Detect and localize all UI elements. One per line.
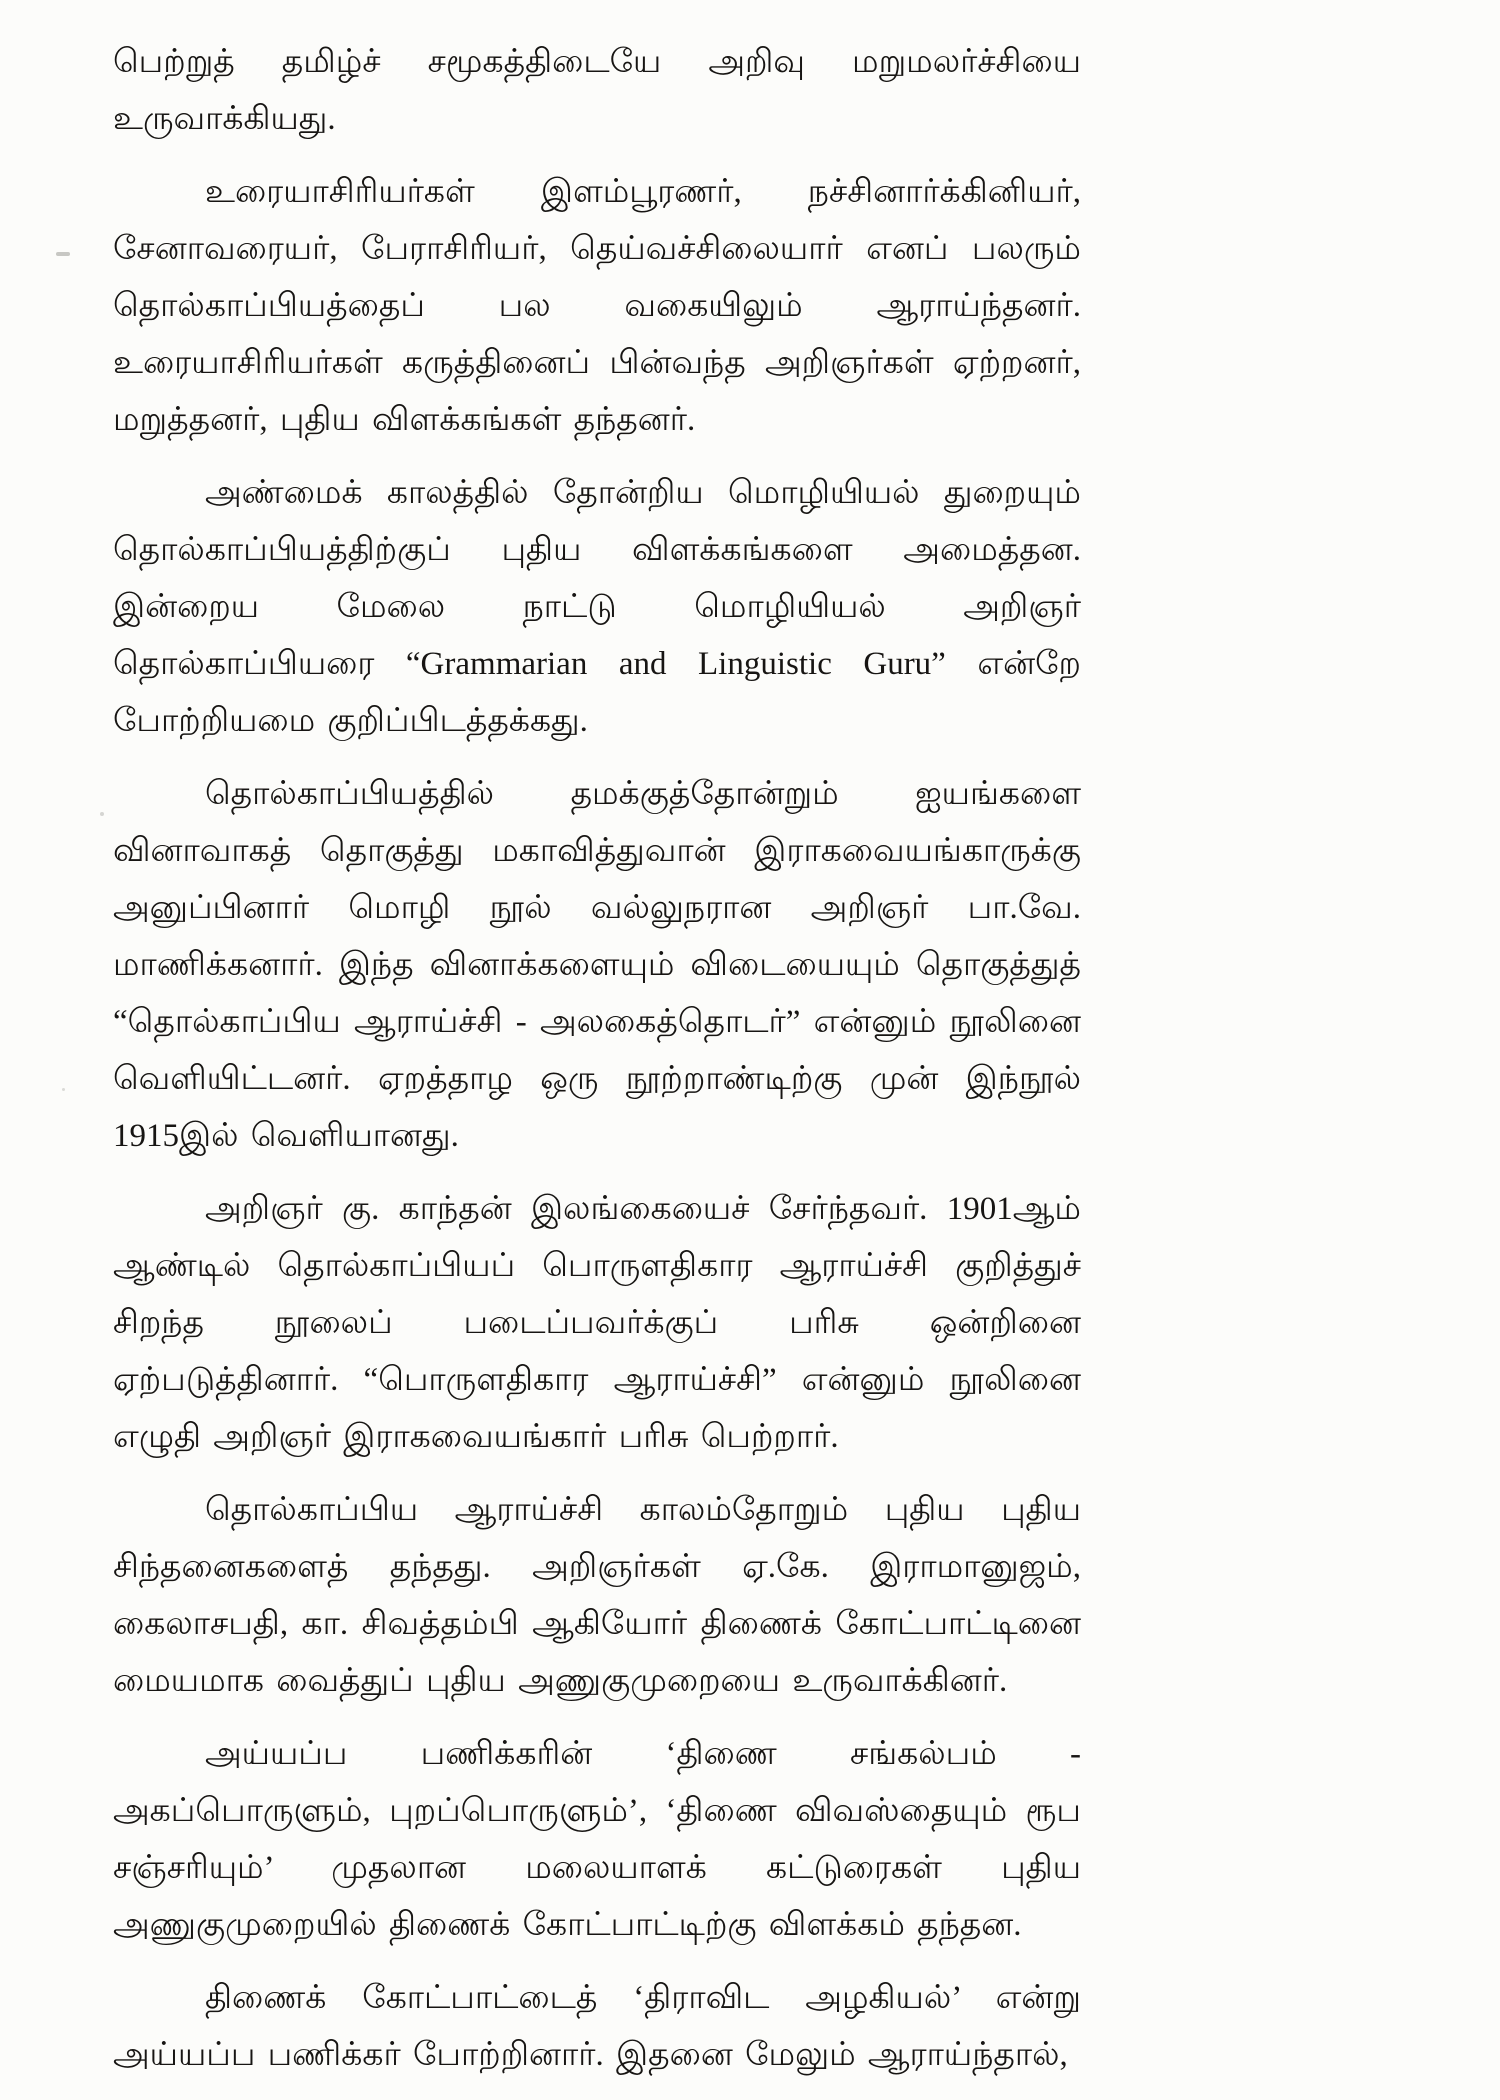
paragraph: தொல்காப்பியத்தில் தமக்குத்தோன்றும் ஐயங்களை வினாவாகத் தொகுத்து மகாவித்துவான் இராகவையங்காருக்கு அனுப்பினார் மொழி நூல் வல்லுநரான அறிஞர் பா.வே. மாணிக்கனார். இந்த வினாக்களையும் விடையையும் தொகுத்துத் “தொல்காப்பிய ஆராய்ச்சி - அலகைத்தொடர்” என்னும் நூலினை வெளியிட்டனர். ஏறத்தாழ ஒரு நூற்றாண்டிற்கு முன் இந்நூல் 1915இல் வெளியானது. — [113, 776, 1081, 1154]
paragraph: அய்யப்ப பணிக்கரின் ‘திணை சங்கல்பம் - அகப்பொருளும், புறப்பொருளும்’, ‘திணை விவஸ்தையும் ரூப சஞ்சரியும்’ முதலான மலையாளக் கட்டுரைகள் புதிய அணுகுமுறையில் திணைக் கோட்பாட்டிற்கு விளக்கம் தந்தன. — [113, 1736, 1081, 1943]
scan-artifact-speck — [62, 1088, 65, 1091]
paragraph-continuation: பெற்றுத் தமிழ்ச் சமூகத்திடையே அறிவு மறுமலர்ச்சியை உருவாக்கியது. — [113, 44, 1081, 137]
body-text-block — [113, 34, 1081, 2100]
scan-artifact-speck — [100, 812, 104, 816]
paragraph: உரையாசிரியர்கள் இளம்பூரணர், நச்சினார்க்கினியர், சேனாவரையர், பேராசிரியர், தெய்வச்சிலையார் எனப் பலரும் தொல்காப்பியத்தைப் பல வகையிலும் ஆராய்ந்தனர். உரையாசிரியர்கள் கருத்தினைப் பின்வந்த அறிஞர்கள் ஏற்றனர், மறுத்தனர், புதிய விளக்கங்கள் தந்தனர். — [113, 174, 1081, 438]
paragraph: அண்மைக் காலத்தில் தோன்றிய மொழியியல் துறையும் தொல்காப்பியத்திற்குப் புதிய விளக்கங்களை அமைத்தன. இன்றைய மேலை நாட்டு மொழியியல் அறிஞர் தொல்காப்பியரை “Grammarian and Linguistic Guru” என்றே போற்றியமை குறிப்பிடத்தக்கது. — [113, 475, 1081, 739]
paragraph: திணைக் கோட்பாட்டைத் ‘திராவிட அழகியல்’ என்று அய்யப்ப பணிக்கர் போற்றினார். இதனை மேலும் ஆராய்ந்தால், — [113, 1980, 1081, 2073]
paragraph: தொல்காப்பிய ஆராய்ச்சி காலம்தோறும் புதிய புதிய சிந்தனைகளைத் தந்தது. அறிஞர்கள் ஏ.கே. இராமானுஜம், கைலாசபதி, கா. சிவத்தம்பி ஆகியோர் திணைக் கோட்பாட்டினை மையமாக வைத்துப் புதிய அணுகுமுறையை உருவாக்கினர். — [113, 1492, 1081, 1699]
paragraph: அறிஞர் கு. காந்தன் இலங்கையைச் சேர்ந்தவர். 1901ஆம் ஆண்டில் தொல்காப்பியப் பொருளதிகார ஆராய்ச்சி குறித்துச் சிறந்த நூலைப் படைப்பவர்க்குப் பரிசு ஒன்றினை ஏற்படுத்தினார். “பொருளதிகார ஆராய்ச்சி” என்னும் நூலினை எழுதி அறிஞர் இராகவையங்கார் பரிசு பெற்றார். — [113, 1191, 1081, 1455]
scan-artifact-dash — [56, 252, 70, 256]
